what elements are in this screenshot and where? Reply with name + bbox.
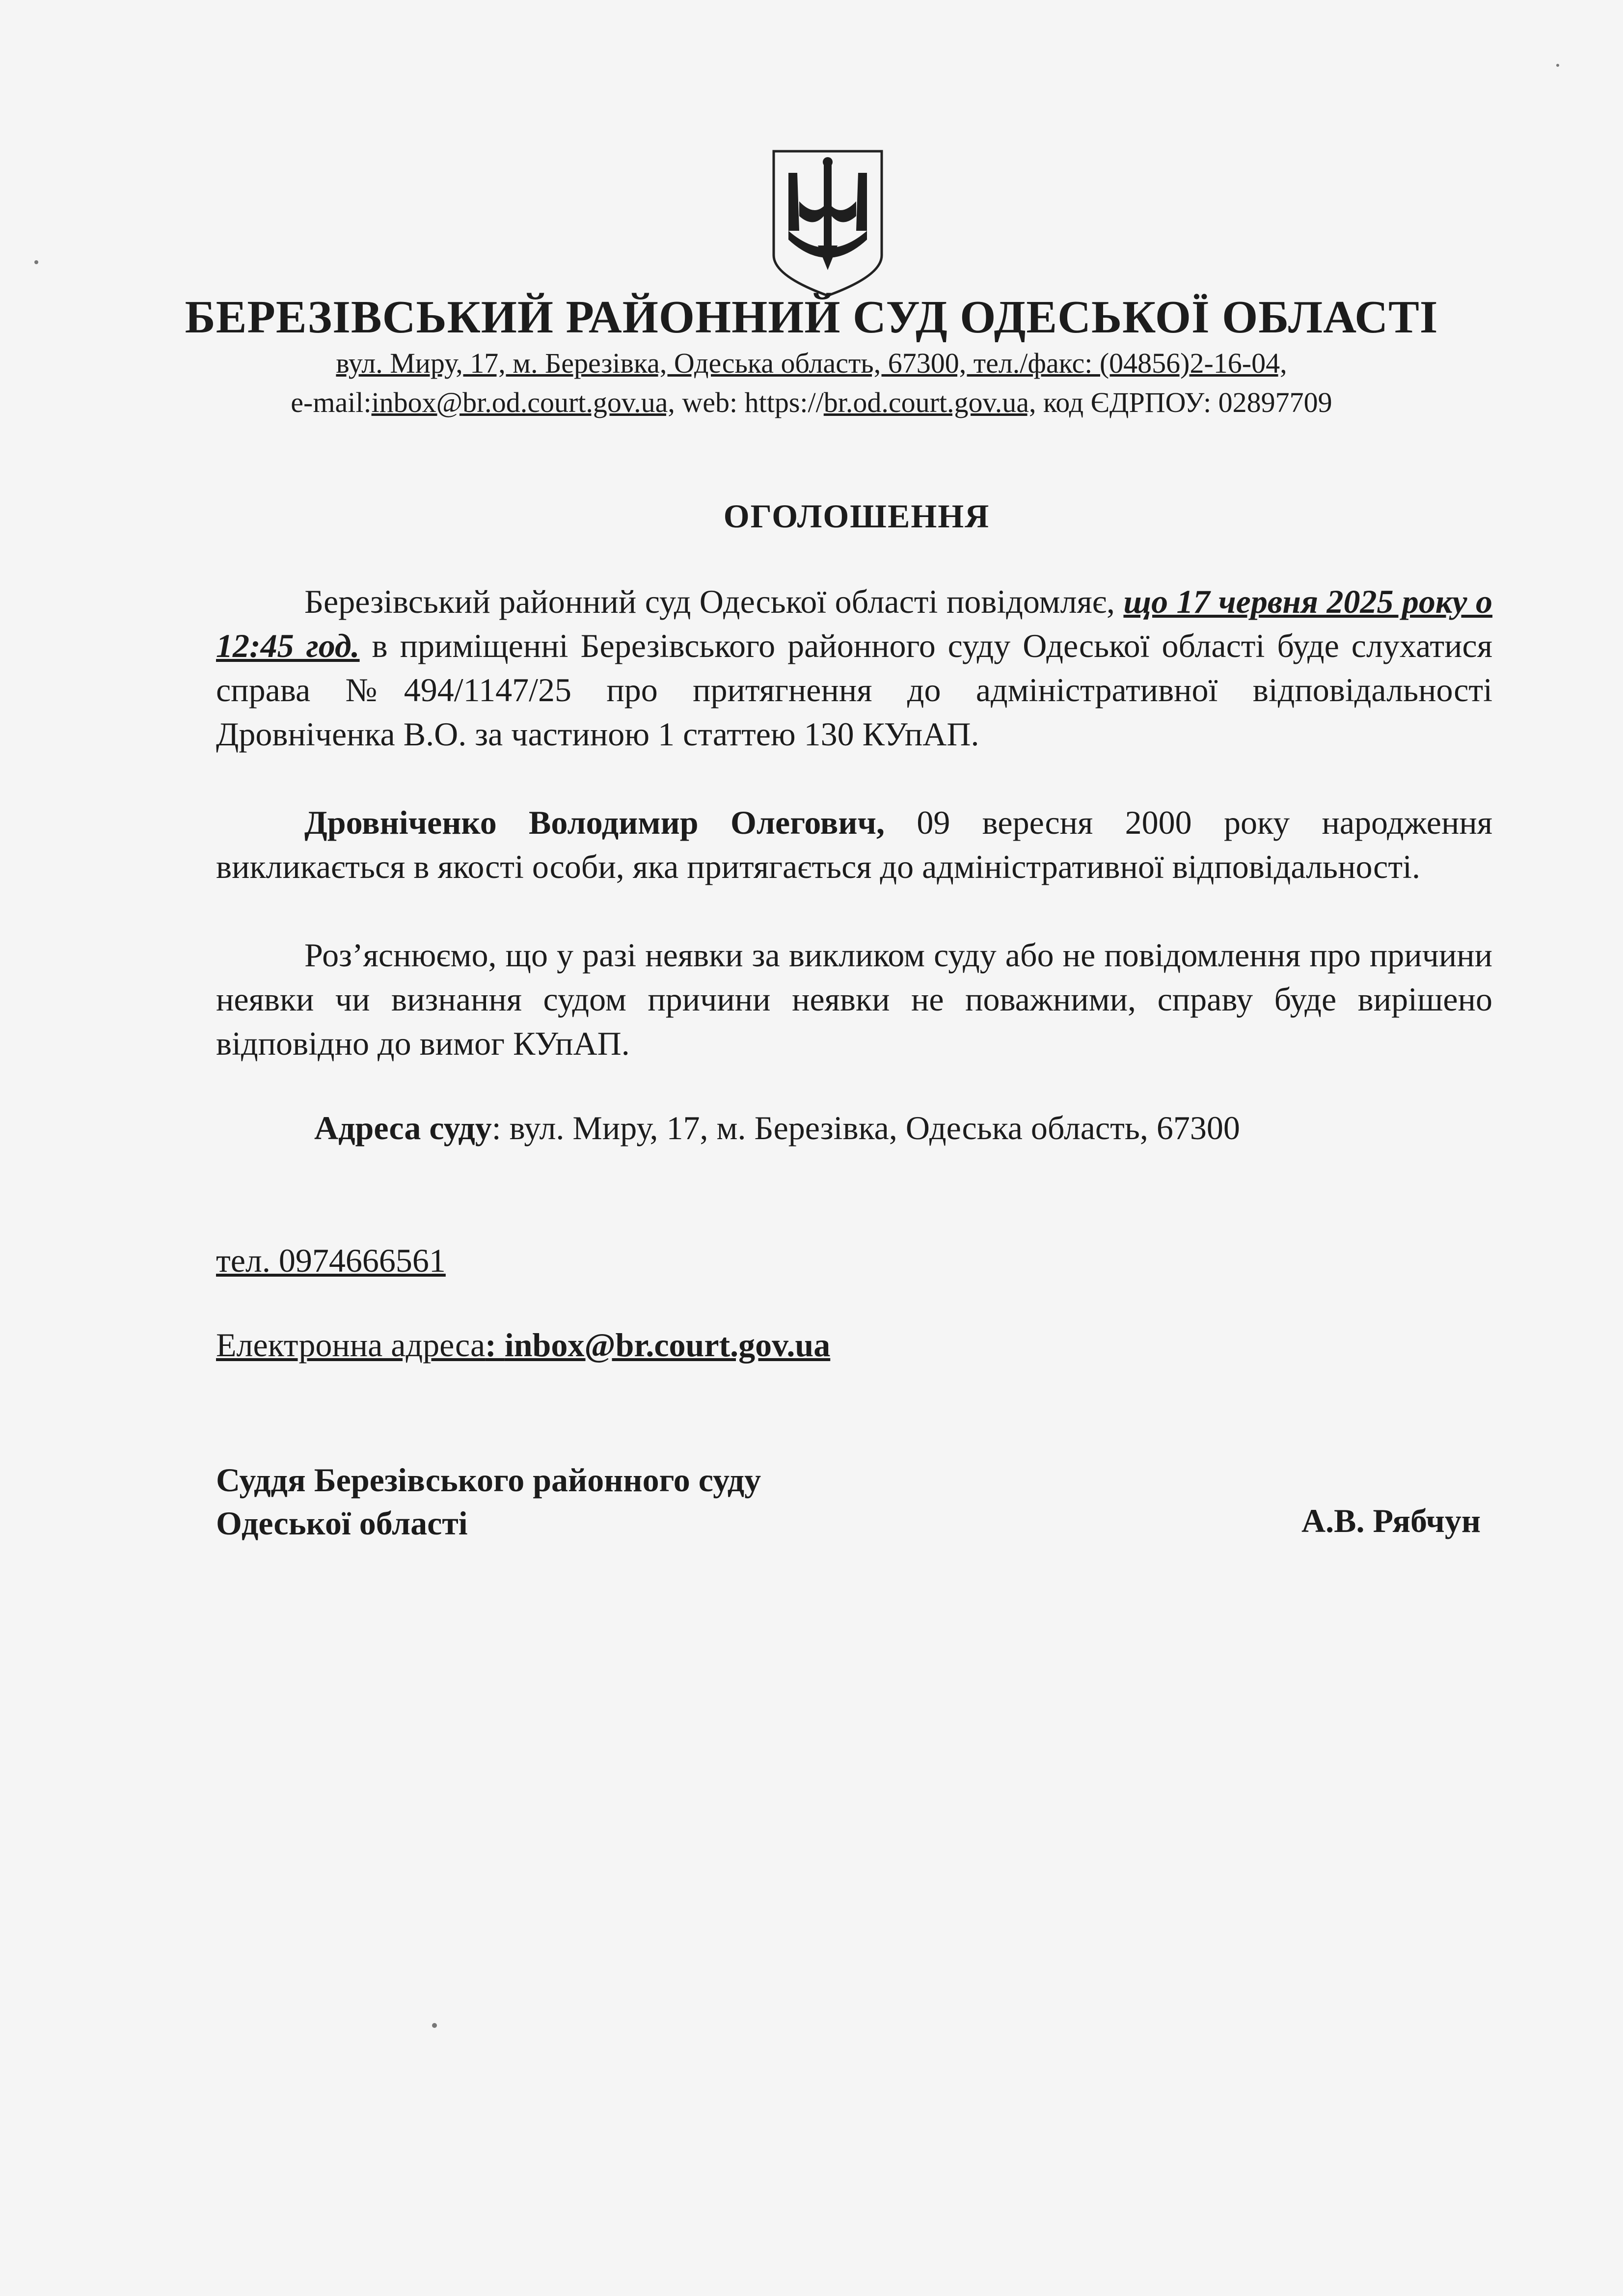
email-prefix: e-mail: [291, 386, 372, 418]
court-name: БЕРЕЗІВСЬКИЙ РАЙОННИЙ СУД ОДЕСЬКОЇ ОБЛАСТІ [185, 292, 1438, 343]
hearing-details: в приміщенні Березівського районного суду Одеської області буде слухатися справа №494/1147/25 про притягнення до адміністративної відповідальності Дровніченка В.О. за частиною 1 статтею 130 КУпАП. [216, 627, 1492, 753]
hearing-intro: Березівський районний суд Одеської області повідомляє, [304, 583, 1124, 620]
court-contacts [0, 386, 1623, 419]
notice-paragraph-person [216, 800, 1492, 889]
person-details: 09 вересня 2000 року народження викликається в якості особи, яка притягається до адміністративної відповідальності. [216, 804, 1492, 885]
warning-text: Роз’яснюємо, що у разі неявки за викликом суду або не повідомлення про причини неявки чи визнання судом причини неявки не поважними, справу буде вирішено відповідно до вимог КУпАП. [216, 936, 1492, 1062]
notice-paragraph-warning [216, 933, 1492, 1066]
ukraine-trident-emblem-icon [769, 147, 887, 300]
court-address-phone [0, 347, 1623, 380]
notice-paragraph-hearing [216, 579, 1492, 756]
court-address-phone-text: вул. Миру, 17, м. Березівка, Одеська область, 67300, тел./факс: (04856)2-16-04, [336, 347, 1287, 379]
court-email-link[interactable]: inbox@br.od.court.gov.ua, [371, 386, 675, 418]
scan-speck [432, 2023, 437, 2028]
email-label: Електронна адреса [216, 1326, 486, 1364]
email-colon: : [485, 1326, 505, 1364]
court-address [314, 1109, 1240, 1148]
contact-email-link[interactable]: inbox@br.court.gov.ua [504, 1326, 831, 1364]
contact-email [216, 1326, 830, 1365]
hearing-date: що 17 червня 2025 року о 12:45 год. [216, 583, 1493, 664]
web-prefix: web: https:// [675, 386, 824, 418]
contact-phone: тел. 0974666561 [216, 1242, 446, 1279]
person-name: Дровніченко Володимир Олегович, [304, 804, 885, 841]
notice-title: ОГОЛОШЕННЯ [723, 497, 990, 535]
scan-speck [1556, 64, 1559, 67]
scan-speck [34, 260, 38, 264]
judge-name: А.В. Рябчун [1301, 1502, 1481, 1539]
judge-title-line2: Одеської області [216, 1504, 468, 1542]
court-web-link[interactable]: br.od.court.gov.ua, [823, 386, 1036, 418]
edrpou-code: код ЄДРПОУ: 02897709 [1036, 386, 1332, 418]
address-label: Адреса суду [314, 1109, 492, 1147]
address-value: : вул. Миру, 17, м. Березівка, Одеська область, 67300 [491, 1109, 1240, 1147]
judge-title-line1: Суддя Березівського районного суду [216, 1461, 761, 1499]
judge-title [216, 1458, 761, 1545]
